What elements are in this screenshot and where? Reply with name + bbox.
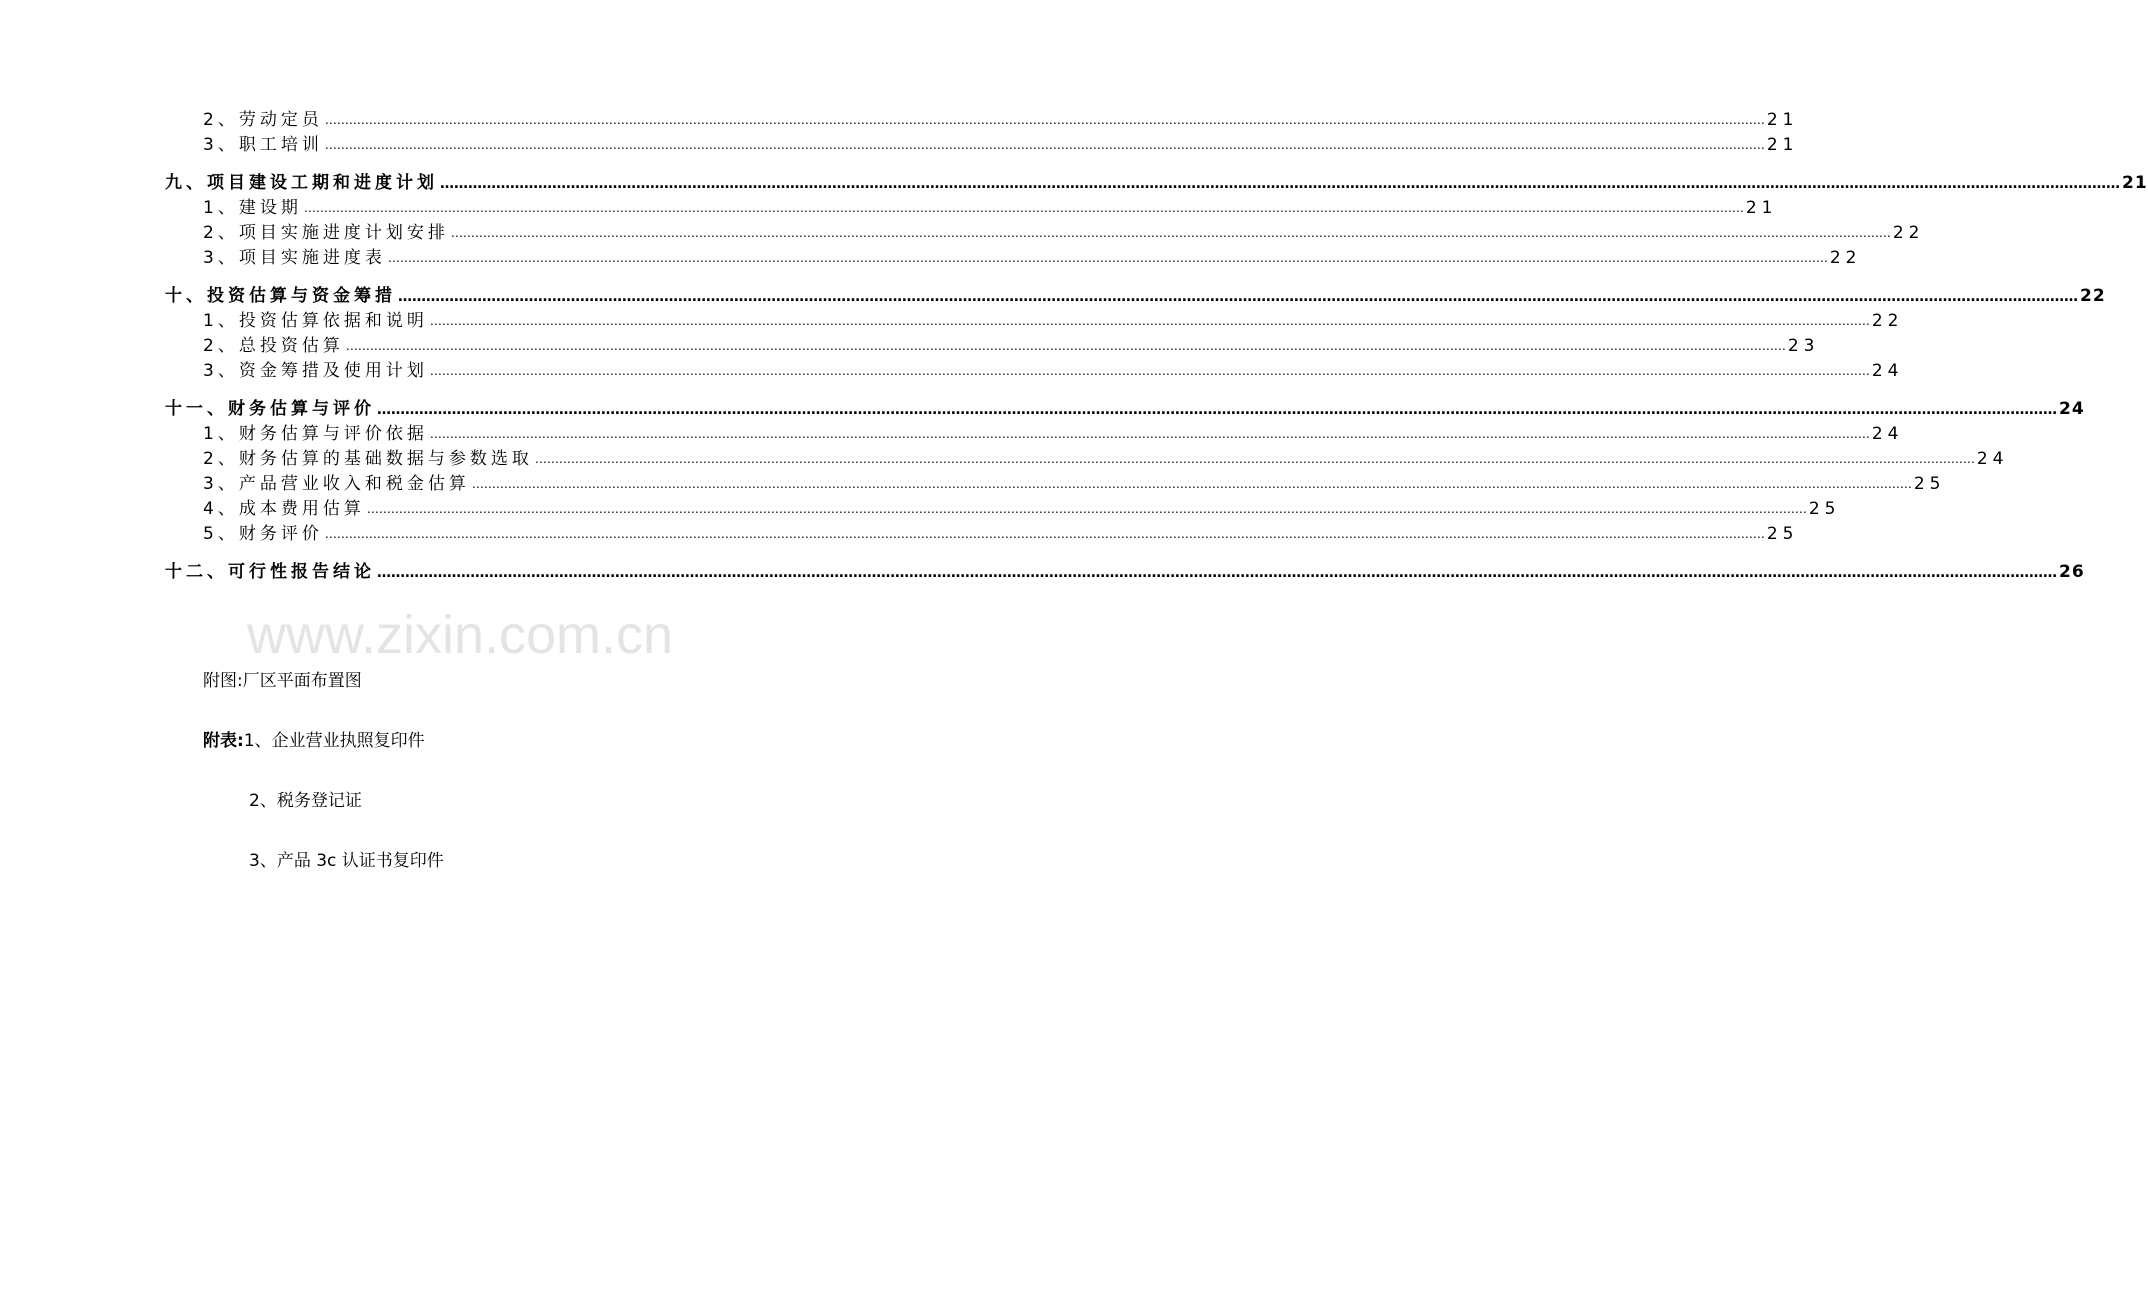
toc-dot-leader: ………………………………………………………………………………………………………………………………………………………………………………………………………………………………………………………………………………………………………………………………	[324, 138, 1765, 152]
toc-entry-title: 1、投资估算依据和说明	[203, 311, 428, 331]
toc-entry-title: 1、建设期	[203, 198, 302, 218]
toc-page-number: 22	[1829, 248, 1862, 268]
toc-entry-title: 2、财务估算的基础数据与参数选取	[203, 449, 533, 469]
toc-page-number: 24	[2059, 399, 2085, 419]
toc-entry-title: 3、项目实施进度表	[203, 248, 386, 268]
toc-dot-leader: ………………………………………………………………………………………………………………………………………………………………………………………………………………………………………………………………………………………………………………………………	[377, 565, 2057, 581]
toc-entry-title: 十二、可行性报告结论	[165, 562, 375, 582]
toc-section-entry	[0, 309, 1904, 334]
toc-entry-title: 4、成本费用估算	[203, 499, 365, 519]
toc-page-number: 21	[1766, 135, 1799, 155]
toc-page-number: 24	[1871, 361, 1904, 381]
toc-dot-leader: ………………………………………………………………………………………………………………………………………………………………………………………………………………………………………………………………………………………………………………………………	[345, 339, 1786, 353]
toc-entry-title: 2、项目实施进度计划安排	[203, 223, 449, 243]
toc-section-entry	[0, 522, 1799, 547]
toc-page-number: 23	[1787, 336, 1820, 356]
appendix-table-item: 2、税务登记证	[249, 791, 362, 811]
toc-page-number: 24	[1976, 449, 2009, 469]
toc-dot-leader: ………………………………………………………………………………………………………………………………………………………………………………………………………………………………………………………………………………………………………………………………	[440, 176, 2120, 192]
toc-page-number: 24	[1871, 424, 1904, 444]
toc-dot-leader: ………………………………………………………………………………………………………………………………………………………………………………………………………………………………………………………………………………………………………………………………	[324, 527, 1765, 541]
toc-page-number: 21	[1745, 198, 1778, 218]
toc-page-number: 22	[2080, 286, 2106, 306]
toc-section-entry	[0, 108, 1799, 133]
toc-section-entry	[0, 196, 1778, 221]
toc-entry-title: 3、职工培训	[203, 135, 323, 155]
toc-dot-leader: ………………………………………………………………………………………………………………………………………………………………………………………………………………………………………………………………………………………………………………………………	[366, 502, 1807, 516]
toc-page-number: 22	[1892, 223, 1925, 243]
toc-page-number: 25	[1913, 474, 1946, 494]
toc-chapter-entry	[0, 171, 2148, 196]
toc-page-number: 22	[1871, 311, 1904, 331]
table-of-contents	[0, 108, 2148, 585]
toc-entry-title: 3、资金筹措及使用计划	[203, 361, 428, 381]
toc-page-number: 21	[1766, 110, 1799, 130]
appendix-table-label: 附表:	[203, 731, 244, 751]
toc-chapter-entry	[0, 560, 2085, 585]
toc-section-entry	[0, 472, 1946, 497]
toc-dot-leader: ………………………………………………………………………………………………………………………………………………………………………………………………………………………………………………………………………………………………………………………………	[398, 289, 2078, 305]
toc-entry-title: 2、总投资估算	[203, 336, 344, 356]
toc-chapter-entry	[0, 284, 2106, 309]
toc-entry-title: 3、产品营业收入和税金估算	[203, 474, 470, 494]
toc-section-entry	[0, 497, 1841, 522]
appendix-figure: 附图:厂区平面布置图	[203, 671, 362, 691]
toc-section-entry	[0, 133, 1799, 158]
toc-dot-leader: ………………………………………………………………………………………………………………………………………………………………………………………………………………………………………………………………………………………………………………………………	[303, 201, 1744, 215]
toc-dot-leader: ………………………………………………………………………………………………………………………………………………………………………………………………………………………………………………………………………………………………………………………………	[387, 251, 1828, 265]
toc-entry-title: 十、投资估算与资金筹措	[165, 286, 396, 306]
appendix-table-item: 3、产品 3c 认证书复印件	[249, 851, 444, 871]
watermark: www.zixin.com.cn	[246, 605, 674, 665]
toc-dot-leader: ………………………………………………………………………………………………………………………………………………………………………………………………………………………………………………………………………………………………………………………………	[429, 364, 1870, 378]
toc-page-number: 25	[1766, 524, 1799, 544]
toc-entry-title: 十一、财务估算与评价	[165, 399, 375, 419]
toc-section-entry	[0, 246, 1862, 271]
toc-page-number: 25	[1808, 499, 1841, 519]
toc-dot-leader: ………………………………………………………………………………………………………………………………………………………………………………………………………………………………………………………………………………………………………………………………	[534, 452, 1975, 466]
toc-entry-title: 1、财务估算与评价依据	[203, 424, 428, 444]
toc-section-entry	[0, 221, 1925, 246]
toc-dot-leader: ………………………………………………………………………………………………………………………………………………………………………………………………………………………………………………………………………………………………………………………………	[324, 113, 1765, 127]
toc-dot-leader: ………………………………………………………………………………………………………………………………………………………………………………………………………………………………………………………………………………………………………………………………	[450, 226, 1891, 240]
toc-chapter-entry	[0, 397, 2085, 422]
appendix-table-item: 1、企业营业执照复印件	[243, 731, 425, 751]
toc-entry-title: 5、财务评价	[203, 524, 323, 544]
toc-dot-leader: ………………………………………………………………………………………………………………………………………………………………………………………………………………………………………………………………………………………………………………………………	[429, 427, 1870, 441]
toc-section-entry	[0, 422, 1904, 447]
toc-page-number: 21	[2122, 173, 2148, 193]
toc-section-entry	[0, 447, 2009, 472]
toc-entry-title: 2、劳动定员	[203, 110, 323, 130]
appendix-table	[203, 729, 425, 753]
toc-dot-leader: ………………………………………………………………………………………………………………………………………………………………………………………………………………………………………………………………………………………………………………………………	[377, 402, 2057, 418]
toc-section-entry	[0, 334, 1820, 359]
toc-page-number: 26	[2059, 562, 2085, 582]
toc-section-entry	[0, 359, 1904, 384]
toc-entry-title: 九、项目建设工期和进度计划	[165, 173, 438, 193]
toc-dot-leader: ………………………………………………………………………………………………………………………………………………………………………………………………………………………………………………………………………………………………………………………………	[471, 477, 1912, 491]
toc-dot-leader: ………………………………………………………………………………………………………………………………………………………………………………………………………………………………………………………………………………………………………………………………	[429, 314, 1870, 328]
